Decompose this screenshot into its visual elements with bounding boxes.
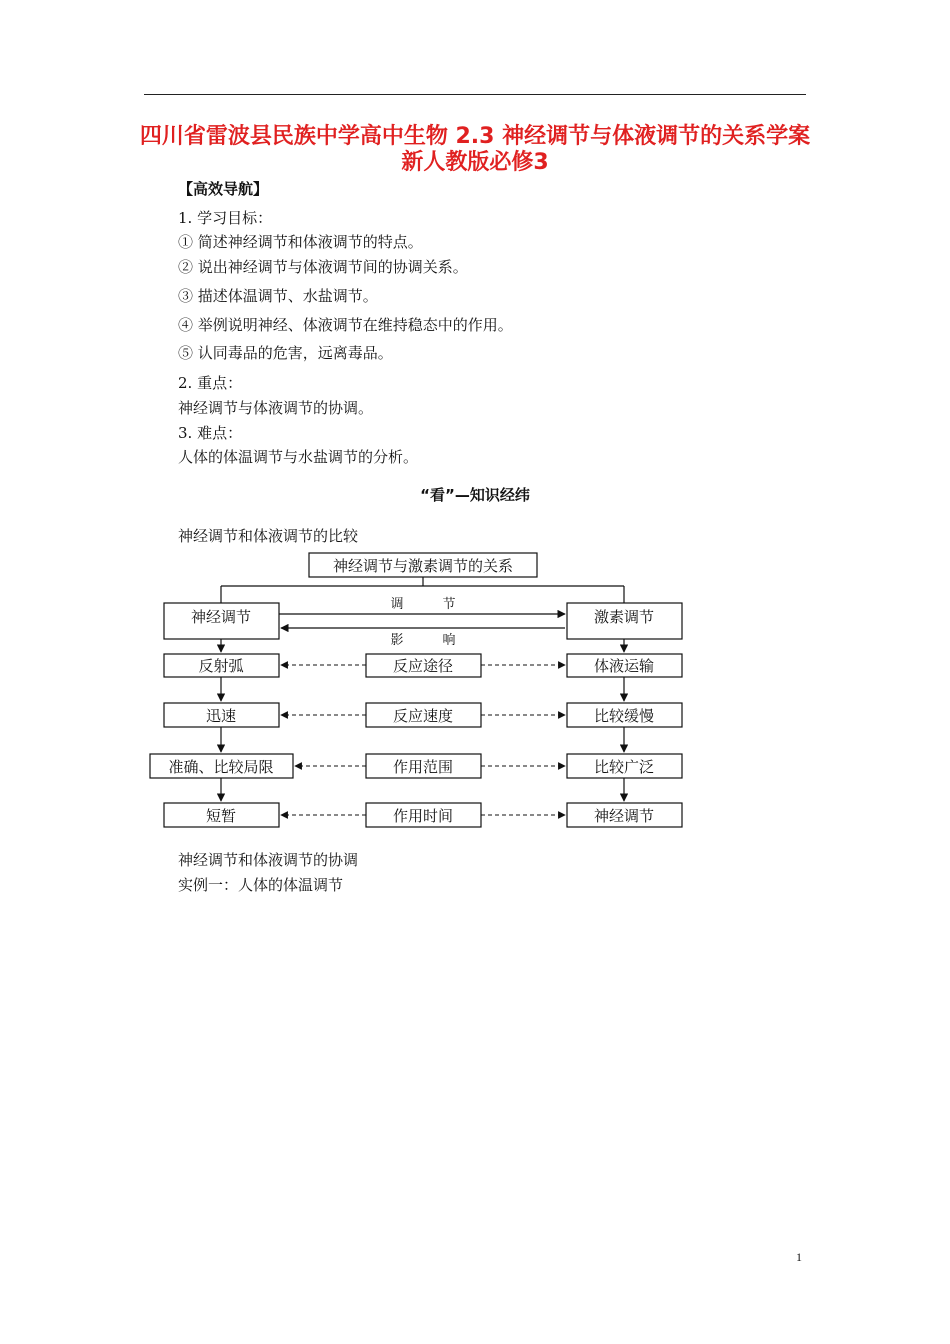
- row-middle-label: 作用范围: [392, 758, 454, 776]
- row-left-label: 准确、比较局限: [168, 758, 274, 776]
- goals-heading: 1. 学习目标：: [178, 209, 273, 227]
- difficult-heading: 3. 难点：: [178, 424, 243, 442]
- diagram-top-label: 神经调节与激素调节的关系: [332, 557, 514, 575]
- diagram-right-head-label: 激素调节: [593, 608, 655, 626]
- coordination-heading: 神经调节和体液调节的协调: [178, 851, 359, 869]
- regulate-label: 调 节: [390, 597, 456, 612]
- difficult-text: 人体的体温调节与水盐调节的分析。: [178, 448, 419, 466]
- diagram-left-head-label: 神经调节: [190, 608, 252, 626]
- goal-item: ⑤ 认同毒品的危害，远离毒品。: [178, 344, 393, 362]
- knowledge-heading: “看”—知识经纬: [420, 486, 530, 504]
- row-left-label: 迅速: [205, 707, 237, 725]
- goal-item: ④ 举例说明神经、体液调节在维持稳态中的作用。: [178, 316, 513, 334]
- row-middle-label: 反应速度: [392, 707, 454, 725]
- row-right-label: 神经调节: [593, 807, 655, 825]
- document-title: 四川省雷波县民族中学高中生物 2.3 神经调节与体液调节的关系学案 新人教版必修3: [139, 124, 811, 175]
- goal-item: ② 说出神经调节与体液调节间的协调关系。: [178, 258, 468, 276]
- row-right-label: 比较广泛: [593, 758, 655, 776]
- example-heading: 实例一：人体的体温调节: [178, 876, 344, 894]
- page-number: 1: [796, 1250, 802, 1264]
- section-heading: 【高效导航】: [178, 180, 269, 198]
- row-right-label: 体液运输: [593, 657, 655, 675]
- influence-label: 影 响: [390, 633, 456, 648]
- row-middle-label: 作用时间: [392, 807, 454, 825]
- row-left-label: 反射弧: [198, 657, 244, 675]
- row-right-label: 比较缓慢: [593, 707, 655, 725]
- row-left-label: 短暂: [205, 807, 237, 825]
- key-text: 神经调节与体液调节的协调。: [178, 399, 374, 417]
- row-middle-label: 反应途径: [392, 657, 454, 675]
- key-heading: 2. 重点：: [178, 374, 243, 392]
- compare-heading: 神经调节和体液调节的比较: [178, 527, 359, 545]
- goal-item: ③ 描述体温调节、水盐调节。: [178, 287, 378, 305]
- goal-item: ① 简述神经调节和体液调节的特点。: [178, 233, 423, 251]
